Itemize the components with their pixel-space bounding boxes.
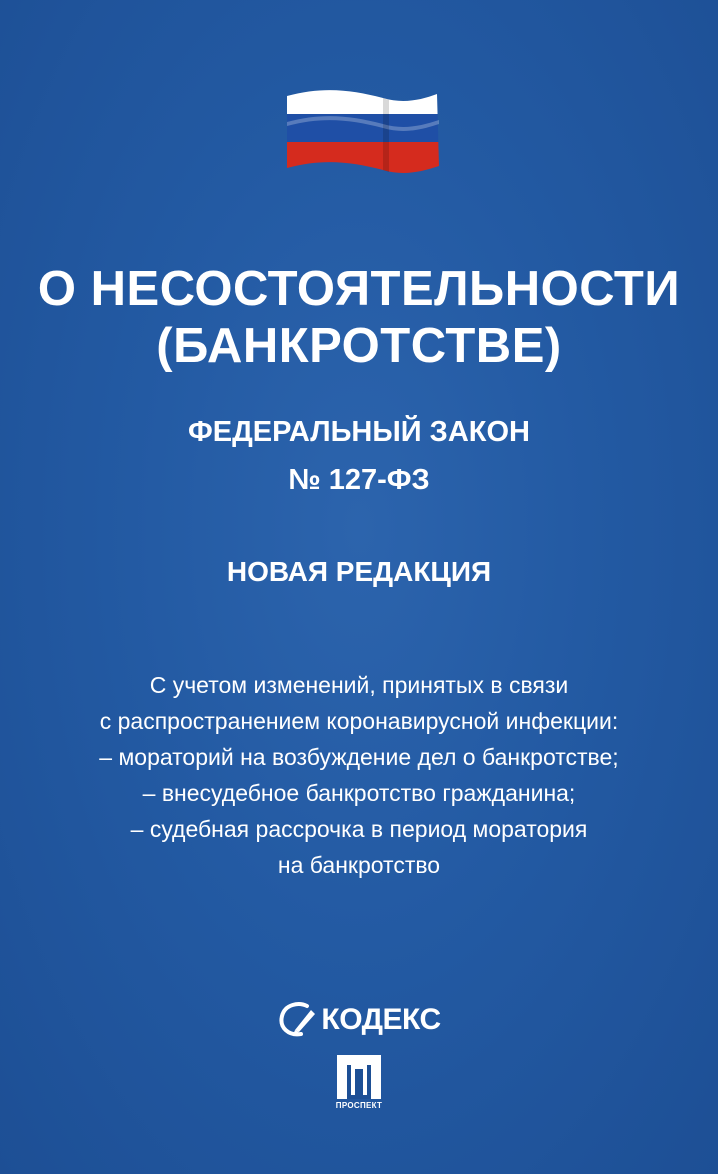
- note-line: с распространением коронавирусной инфекции:: [99, 708, 619, 734]
- note-line: – мораторий на возбуждение дел о банкротстве;: [99, 744, 619, 770]
- note-line: – судебная рассрочка в период моратория: [130, 816, 588, 842]
- note-line: – внесудебное банкротство гражданина;: [142, 780, 576, 806]
- publisher-logo: [0, 1000, 718, 1040]
- amendments-note: [0, 667, 718, 883]
- law-type: ФЕДЕРАЛЬНЫЙ ЗАКОН: [188, 416, 530, 448]
- note-line: С учетом изменений, принятых в связи: [149, 672, 569, 698]
- russian-flag-icon: [283, 84, 441, 174]
- title-line-1: О НЕСОСТОЯТЕЛЬНОСТИ: [37, 262, 681, 316]
- note-line: на банкротство: [277, 852, 441, 878]
- kodeks-logo-icon: [277, 1000, 321, 1040]
- title-line-2: (БАНКРОТСТВЕ): [156, 319, 562, 373]
- prospekt-label: ПРОСПЕКТ: [335, 1101, 383, 1110]
- publisher-name: КОДЕКС: [321, 1003, 441, 1036]
- law-number: № 127-ФЗ: [288, 464, 430, 496]
- edition-label: НОВАЯ РЕДАКЦИЯ: [226, 556, 492, 587]
